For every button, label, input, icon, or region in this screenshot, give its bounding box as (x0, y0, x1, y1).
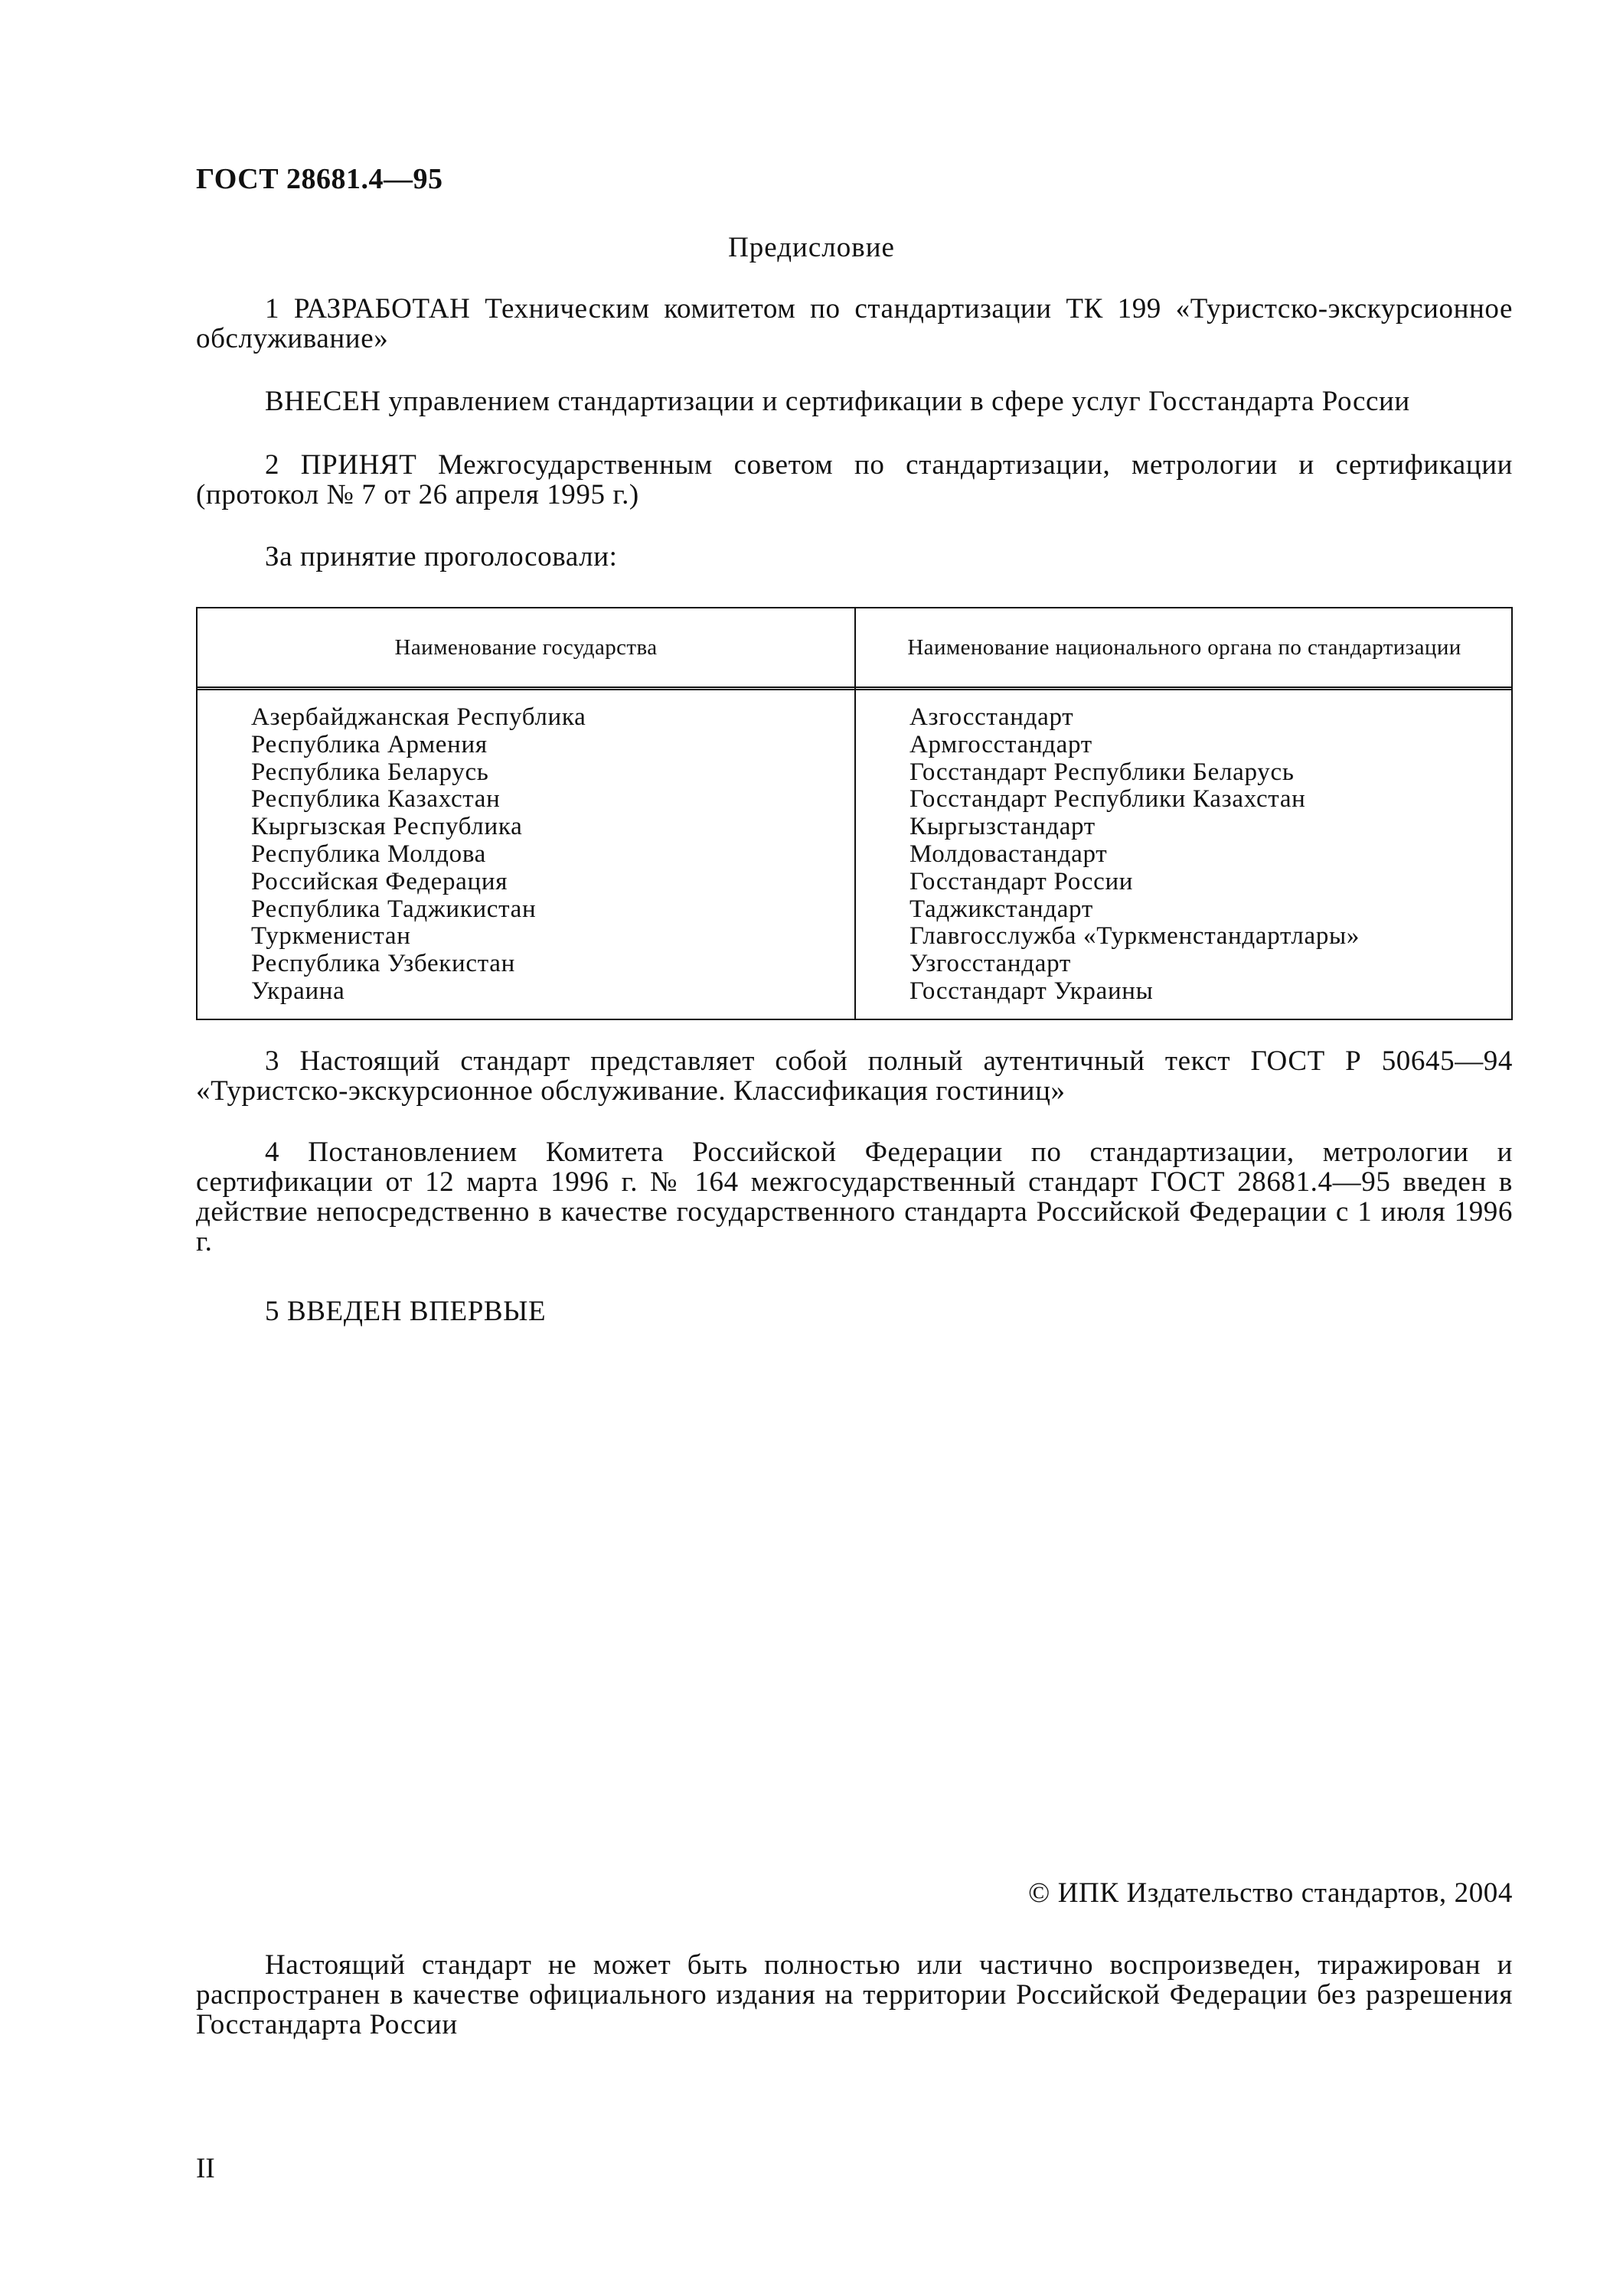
preface-title: Предисловие (728, 232, 895, 263)
paragraph-decree: 4 Постановлением Комитета Российской Федерации по стандартизации, метрологии и сертификации от 12 марта 1996 г. № 164 межгосударственный стандарт ГОСТ 28681.4—95 введен в действие непосредственно в качестве государственного стандарта Российской Федерации с 1 июля 1996 г. (196, 1137, 1513, 1257)
table-cell-state: Азербайджанская Республика (251, 703, 586, 731)
table-cell-body: Госстандарт Украины (909, 977, 1154, 1005)
reproduction-notice: Настоящий стандарт не может быть полностью или частично воспроизведен, тиражирован и распространен в качестве официального издания на территории Российской Федерации без разрешения Госстандарта России (196, 1949, 1513, 2040)
table-cell-body: Госстандарт России (909, 867, 1134, 895)
table-header-state: Наименование государства (394, 634, 658, 660)
member-states-table (196, 607, 1513, 1020)
table-cell-body: Госстандарт Республики Казахстан (909, 785, 1306, 814)
table-cell-body: Молдовастандарт (909, 840, 1108, 868)
table-cell-state: Республика Таджикистан (251, 895, 537, 923)
paragraph-first-introduced: 5 ВВЕДЕН ВПЕРВЫЕ (265, 1296, 547, 1327)
paragraph-introduced: ВНЕСЕН управлением стандартизации и сертификации в сфере услуг Госстандарта России (265, 386, 1410, 417)
table-cell-state: Республика Казахстан (251, 785, 501, 814)
table-cell-body: Главгосслужба «Туркменстандартлары» (909, 922, 1360, 951)
paragraph-voted: За принятие проголосовали: (265, 541, 618, 572)
table-cell-body: Армгосстандарт (909, 730, 1092, 758)
table-cell-body: Кыргызстандарт (909, 813, 1096, 841)
table-cell-state: Туркменистан (251, 922, 411, 951)
table-cell-state: Республика Беларусь (251, 758, 489, 786)
paragraph-developed: 1 РАЗРАБОТАН Техническим комитетом по стандартизации ТК 199 «Туристско-экскурсионное обслуживание» (196, 293, 1513, 354)
table-header-body: Наименование национального органа по стандартизации (907, 634, 1461, 660)
table-column-divider (854, 608, 856, 1019)
table-cell-body: Таджикстандарт (909, 895, 1093, 923)
standards-bodies-column (909, 704, 1360, 1006)
page-number: II (196, 2153, 215, 2184)
paragraph-authentic-text: 3 Настоящий стандарт представляет собой полный аутентичный текст ГОСТ Р 50645—94 «Туристско-экскурсионное обслуживание. Классификация гостиниц» (196, 1045, 1513, 1107)
paragraph-adopted: 2 ПРИНЯТ Межгосударственным советом по стандартизации, метрологии и сертификации (протокол № 7 от 26 апреля 1995 г.) (196, 449, 1513, 510)
table-cell-body: Узгосстандарт (909, 950, 1071, 978)
table-cell-body: Госстандарт Республики Беларусь (909, 758, 1295, 786)
table-cell-state: Кыргызская Республика (251, 813, 523, 841)
standard-code-header: ГОСТ 28681.4—95 (196, 163, 443, 195)
table-cell-state: Республика Молдова (251, 840, 487, 868)
copyright-notice: © ИПК Издательство стандартов, 2004 (1028, 1877, 1513, 1909)
table-cell-state: Украина (251, 977, 345, 1005)
table-cell-state: Республика Узбекистан (251, 950, 515, 978)
table-cell-state: Российская Федерация (251, 867, 508, 895)
table-cell-state: Республика Армения (251, 730, 488, 758)
table-cell-body: Азгосстандарт (909, 703, 1074, 731)
state-names-column (251, 704, 586, 1006)
